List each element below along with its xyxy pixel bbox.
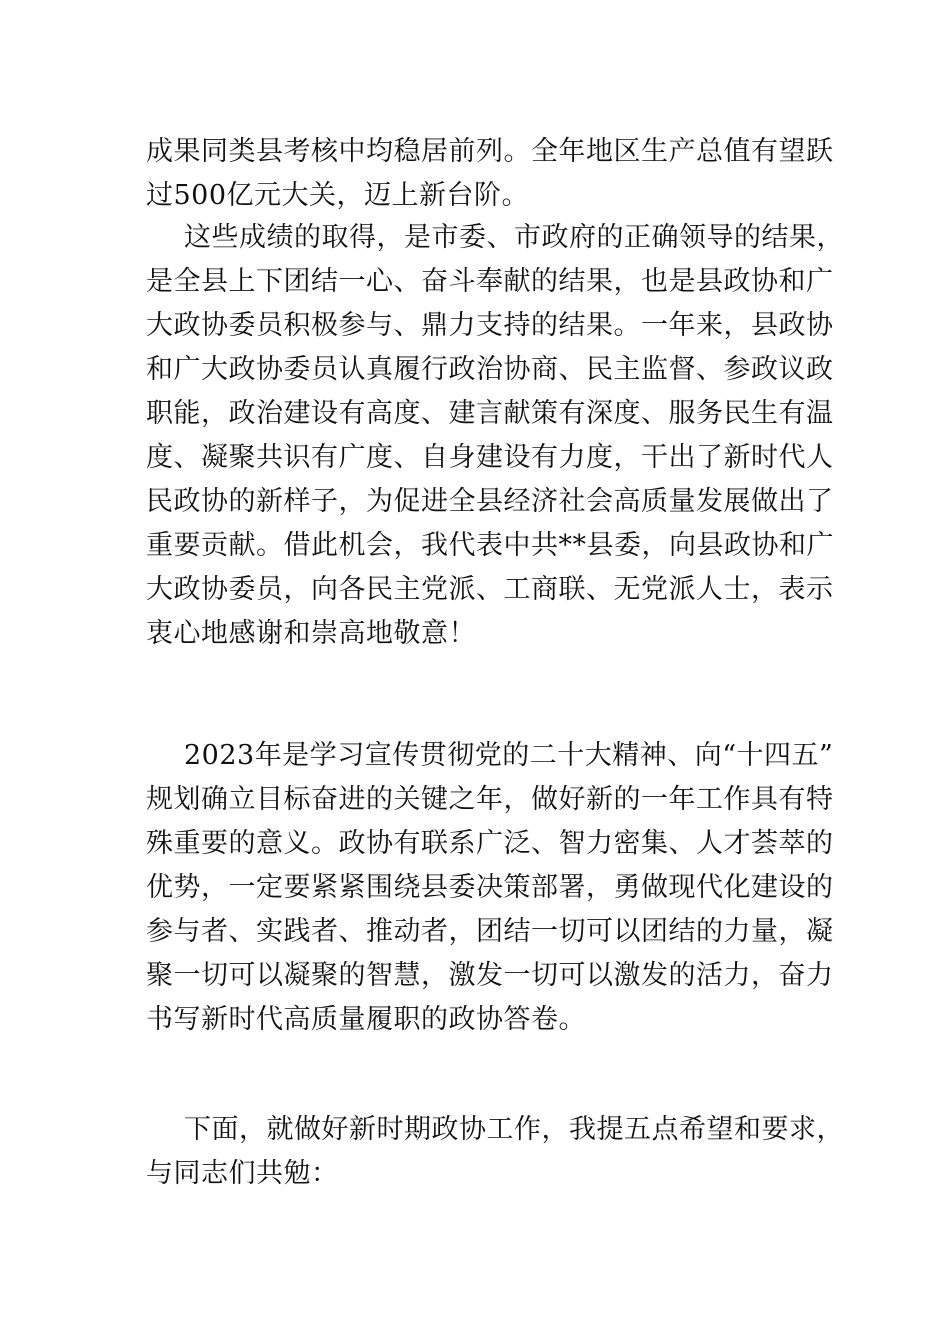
text-line: 殊重要的意义。政协有联系广泛、智力密集、人才荟萃的 — [146, 828, 834, 859]
text-line: 是全县上下团结一心、奋斗奉献的结果，也是县政协和广 — [146, 266, 834, 297]
paragraph-3 — [146, 734, 834, 1042]
text-line: 这些成绩的取得，是市委、市政府的正确领导的结果， — [184, 222, 844, 253]
text-line: 书写新时代高质量履职的政协答卷。 — [146, 1004, 586, 1035]
text-line: 重要贡献。借此机会，我代表中共**县委，向县政协和广 — [146, 530, 834, 561]
text-line: 聚一切可以凝聚的智慧，激发一切可以激发的活力，奋力 — [146, 960, 834, 991]
text-line: 规划确立目标奋进的关键之年，做好新的一年工作具有特 — [146, 784, 834, 815]
text-line: 衷心地感谢和崇高地敬意！ — [146, 618, 476, 649]
text-line: 优势，一定要紧紧围绕县委决策部署，勇做现代化建设的 — [146, 872, 834, 903]
text-line: 过500亿元大关，迈上新台阶。 — [146, 180, 530, 211]
text-line: 大政协委员积极参与、鼎力支持的结果。一年来，县政协 — [146, 310, 834, 341]
text-line: 成果同类县考核中均稳居前列。全年地区生产总值有望跃 — [146, 136, 834, 167]
text-line: 下面，就做好新时期政协工作，我提五点希望和要求， — [184, 1114, 844, 1145]
text-line: 2023年是学习宣传贯彻党的二十大精神、向“十四五” — [184, 740, 834, 771]
paragraph-1 — [146, 130, 834, 218]
text-line: 与同志们共勉： — [146, 1158, 339, 1189]
text-line: 参与者、实践者、推动者，团结一切可以团结的力量，凝 — [146, 916, 834, 947]
text-line: 大政协委员，向各民主党派、工商联、无党派人士，表示 — [146, 574, 834, 605]
text-line: 和广大政协委员认真履行政治协商、民主监督、参政议政 — [146, 354, 834, 385]
text-line: 民政协的新样子，为促进全县经济社会高质量发展做出了 — [146, 486, 834, 517]
text-line: 职能，政治建设有高度、建言献策有深度、服务民生有温 — [146, 398, 834, 429]
paragraph-4 — [146, 1108, 844, 1196]
text-line: 度、凝聚共识有广度、自身建设有力度，干出了新时代人 — [146, 442, 834, 473]
paragraph-2 — [146, 216, 844, 656]
